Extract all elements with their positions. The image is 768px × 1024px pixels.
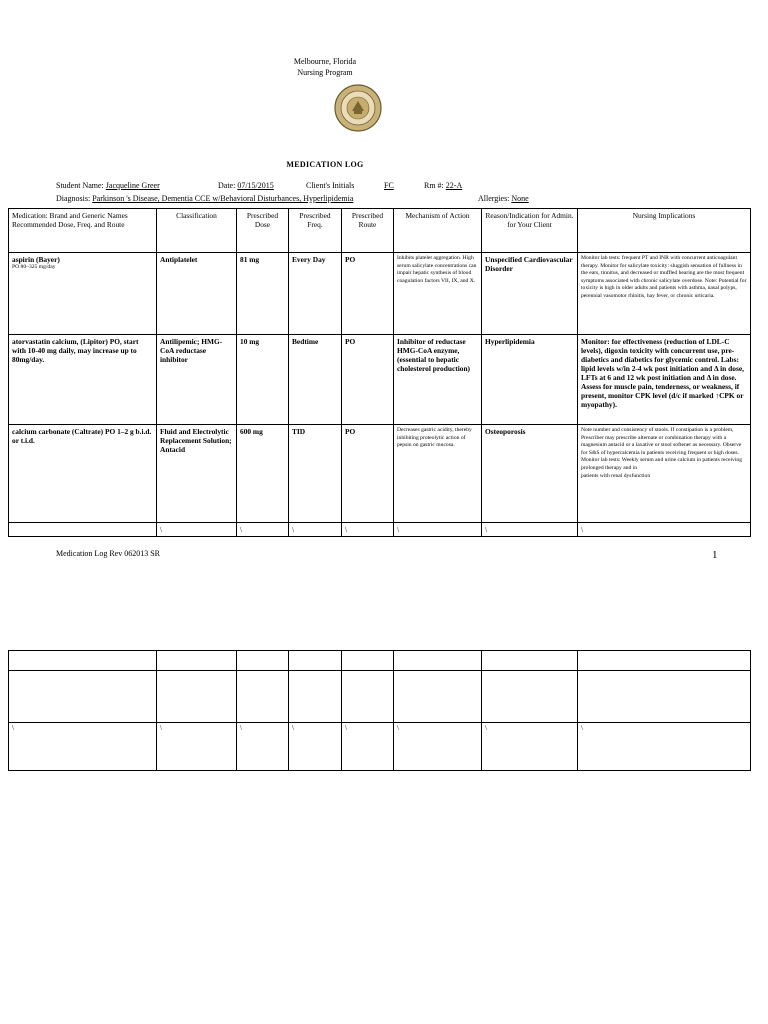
medication-table xyxy=(8,208,751,537)
initials-label: Client's Initials xyxy=(306,181,355,190)
student-name-label: Student Name: xyxy=(56,181,104,190)
empty-cell: \ xyxy=(9,723,157,771)
empty-cell: \ xyxy=(394,523,482,537)
empty-cell xyxy=(9,523,157,537)
empty-cell: \ xyxy=(157,723,237,771)
table-row xyxy=(9,651,751,671)
allergies-value: None xyxy=(511,194,529,203)
reason-cell: Unspecified Cardiovascular Disorder xyxy=(482,253,578,335)
room-value: 22-A xyxy=(445,181,463,190)
reason-cell: Osteoporosis xyxy=(482,425,578,523)
mechanism-cell: Decreases gastric acidity, thereby inhibiting proteolytic action of pepsin on gastric mucosa. xyxy=(394,425,482,523)
freq-cell: TID xyxy=(289,425,342,523)
empty-cell: \ xyxy=(237,723,289,771)
diagnosis-label: Diagnosis: xyxy=(56,194,91,203)
allergies-label: Allergies: xyxy=(478,194,510,203)
program-name: Nursing Program xyxy=(297,68,353,77)
implications-cell: Monitor lab tests: frequent PT and INR with concurrent anticoagulant therapy. Monitor for salicylate toxicity: sluggish sensation of fullness in the ears, tinnitus, and decreased or muffled hearing are the most frequent symptoms associated with chronic salicylate overdose. Note: Potential for toxicity is high in older adults and patients with asthma, nasal polyps, perennial vasomotor rhinitis, hay fever, or chronic urticaria. xyxy=(578,253,751,335)
medication-cell xyxy=(9,253,157,335)
implications-cell: Monitor: for effectiveness (reduction of LDL-C levels), digoxin toxicity with concurrent use, pre-diabetics and diabetics for glycemic control. Labs: lipid levels w/in 2-4 wk post initiation and Δ in dose, LFTs at 6 and 12 wk post initiation and Δ in dose. Assess for muscle pain, tenderness, or weakness, if present, monitor CPK level (d/c if marked ↑CPK or myopathy). xyxy=(578,335,751,425)
empty-cell: \ xyxy=(342,523,394,537)
column-header-route: Prescribed Route xyxy=(342,209,394,253)
school-location: Melbourne, Florida xyxy=(293,57,357,66)
continuation-table xyxy=(8,650,751,771)
empty-cell: \ xyxy=(289,723,342,771)
dose-cell: 10 mg xyxy=(237,335,289,425)
implications-cell xyxy=(578,425,751,523)
empty-cell: \ xyxy=(157,523,237,537)
empty-cell: \ xyxy=(342,723,394,771)
diagnosis-value: Parkinson 's Disease, Dementia CCE w/Behavioral Disturbances, Hyperlipidemia xyxy=(92,194,354,203)
empty-cell: \ xyxy=(237,523,289,537)
route-cell: PO xyxy=(342,253,394,335)
dose-cell: 81 mg xyxy=(237,253,289,335)
page-number: 1 xyxy=(712,549,718,561)
empty-cell: \ xyxy=(578,723,751,771)
route-cell: PO xyxy=(342,425,394,523)
implications-tail: patients with renal dysfunction xyxy=(581,472,651,479)
implications-text: Note number and consistency of stools. If constipation is a problem, Prescriber may prescribe alternate or combination therapy with a magnesium antacid or a laxative or stool softener as necessary. Observe for S&S of hypercalcemia in patients receiving frequent or high doses. Monitor lab tests: Weekly serum and urine calcium in patients receiving prolonged therapy and in xyxy=(581,427,742,471)
table-row xyxy=(9,253,751,335)
column-header-dose: Prescribed Dose xyxy=(237,209,289,253)
column-header-implications: Nursing Implications xyxy=(578,209,751,253)
university-seal-icon xyxy=(334,84,382,132)
column-header-mechanism: Mechanism of Action xyxy=(394,209,482,253)
client-initials: FC xyxy=(384,181,394,190)
medication-name: aspirin (Bayer) xyxy=(12,255,60,264)
classification-cell: Antiplatelet xyxy=(157,253,237,335)
empty-cell: \ xyxy=(394,723,482,771)
room-label: Rm #: xyxy=(424,181,444,190)
dose-cell: 600 mg xyxy=(237,425,289,523)
table-row xyxy=(9,723,751,771)
route-cell: PO xyxy=(342,335,394,425)
table-row xyxy=(9,523,751,537)
date-label: Date: xyxy=(218,181,236,190)
table-header-row xyxy=(9,209,751,253)
column-header-medication: Medication: Brand and Generic Names Recommended Dose, Freq. and Route xyxy=(9,209,157,253)
table-row xyxy=(9,335,751,425)
student-name: Jacqueline Greer xyxy=(105,181,160,190)
footer-revision: Medication Log Rev 062013 SR xyxy=(56,549,160,558)
mechanism-cell: Inhibitor of reductase HMG-CoA enzyme, (essential to hepatic cholesterol production) xyxy=(394,335,482,425)
table-row xyxy=(9,425,751,523)
medication-cell: calcium carbonate (Caltrate) PO 1–2 g b.i.d. or t.i.d. xyxy=(9,425,157,523)
document-title: MEDICATION LOG xyxy=(286,160,364,169)
student-info xyxy=(56,181,160,190)
empty-cell: \ xyxy=(578,523,751,537)
medication-cell: atorvastatin calcium, (Lipitor) PO, start with 10-40 mg daily, may increase up to 80mg/day. xyxy=(9,335,157,425)
table-row xyxy=(9,671,751,723)
date-value: 07/15/2015 xyxy=(237,181,274,190)
mechanism-cell: Inhibits platelet aggregation. High serum salicylate concentrations can impair hepatic synthesis of blood coagulation factors VII, IX, and X. xyxy=(394,253,482,335)
empty-cell: \ xyxy=(482,723,578,771)
freq-cell: Every Day xyxy=(289,253,342,335)
column-header-freq: Prescribed Freq. xyxy=(289,209,342,253)
reason-cell: Hyperlipidemia xyxy=(482,335,578,425)
classification-cell: Fluid and Electrolytic Replacement Solution; Antacid xyxy=(157,425,237,523)
medication-recommended: PO 80–325 mg/day xyxy=(12,264,56,270)
empty-cell: \ xyxy=(289,523,342,537)
classification-cell: Antilipemic; HMG-CoA reductase inhibitor xyxy=(157,335,237,425)
column-header-reason: Reason/Indication for Admin. for Your Client xyxy=(482,209,578,253)
column-header-classification: Classification xyxy=(157,209,237,253)
freq-cell: Bedtime xyxy=(289,335,342,425)
empty-cell: \ xyxy=(482,523,578,537)
